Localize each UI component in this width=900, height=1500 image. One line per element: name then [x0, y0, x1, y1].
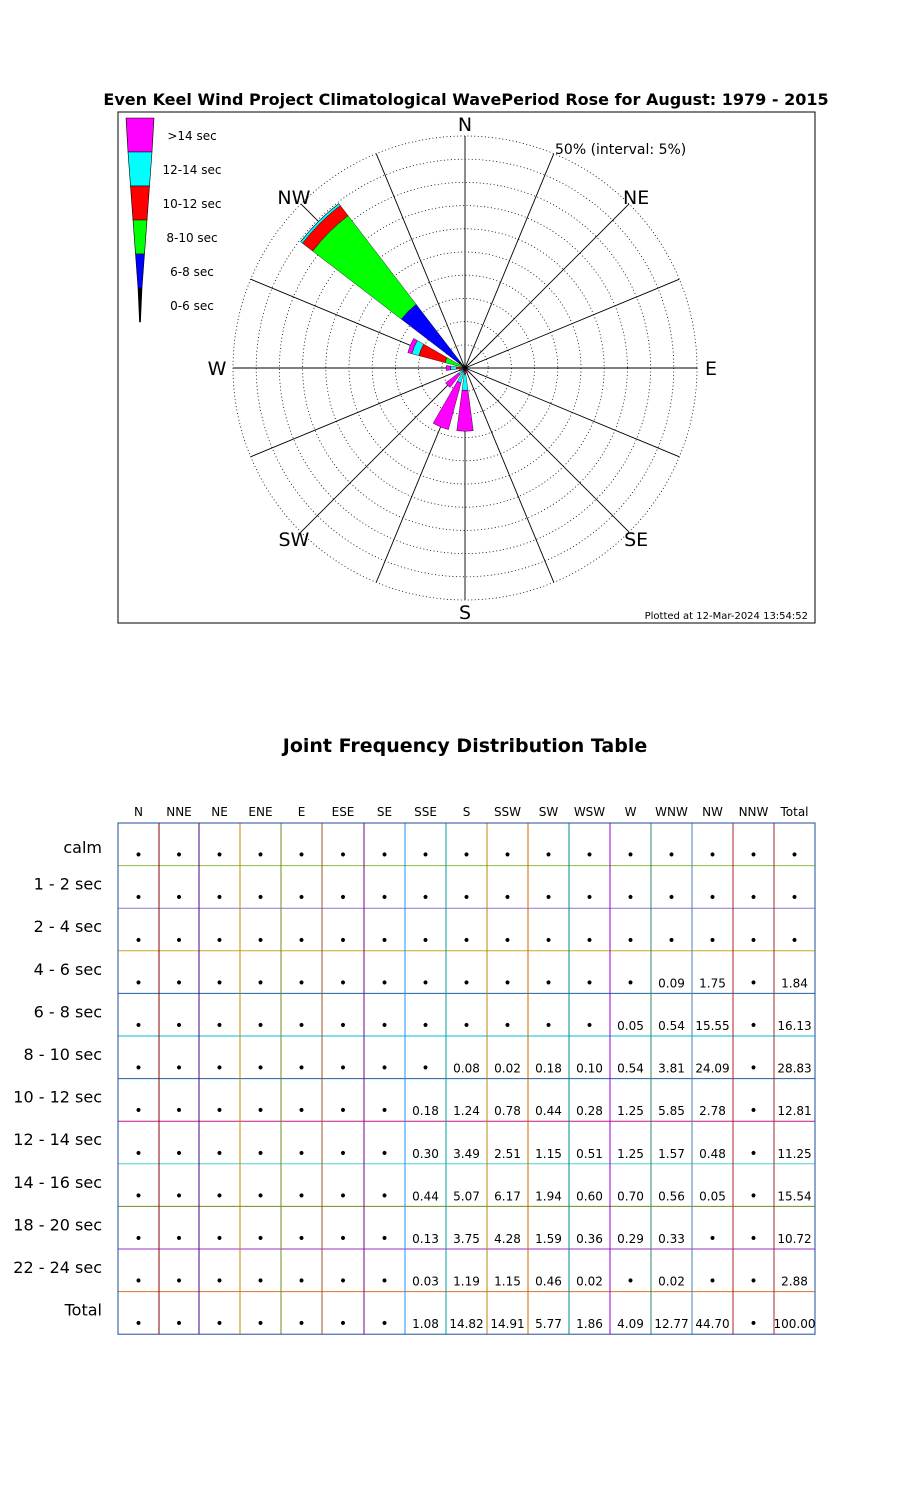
- table-cell: 1.86: [576, 1317, 603, 1332]
- table-cell: •: [134, 975, 143, 992]
- table-cell: •: [338, 890, 348, 907]
- table-cell: •: [134, 932, 143, 949]
- table-cell: •: [174, 1018, 184, 1034]
- table-cell: •: [421, 975, 430, 992]
- table-cell: •: [503, 932, 512, 949]
- table-cell: •: [256, 1103, 265, 1120]
- table-cells: [134, 848, 815, 1333]
- row-label: 6 - 8 sec: [33, 1002, 102, 1022]
- table-cell: •: [134, 847, 143, 864]
- table-cell: 0.13: [412, 1232, 439, 1246]
- table-cell: 15.54: [777, 1189, 812, 1204]
- plotted-timestamp: Plotted at 12-Mar-2024 13:54:52: [644, 611, 808, 622]
- table-cell: •: [380, 1018, 389, 1034]
- table-cell: •: [667, 932, 676, 949]
- table-cell: •: [708, 932, 717, 949]
- table-cell: •: [297, 975, 306, 992]
- table-cell: •: [297, 1188, 306, 1205]
- column-header-ENE: ENE: [248, 805, 273, 819]
- table-cell: •: [256, 1145, 265, 1162]
- table-cell: •: [256, 1018, 265, 1034]
- table-cell: •: [174, 890, 184, 907]
- table-cell: 1.84: [781, 976, 808, 991]
- table-cell: 1.94: [535, 1189, 562, 1204]
- table-cell: 11.25: [777, 1146, 812, 1161]
- table-cell: 1.15: [494, 1274, 521, 1289]
- table-cell: 15.55: [695, 1019, 730, 1033]
- table-cell: 5.85: [658, 1104, 685, 1119]
- table-cell: 3.49: [453, 1146, 480, 1161]
- table-cell: •: [134, 890, 143, 907]
- table-cell: •: [462, 847, 471, 864]
- compass-label-NW: NW: [277, 186, 311, 209]
- table-cell: 0.60: [576, 1189, 603, 1204]
- column-header-NNW: NNW: [738, 805, 769, 819]
- table-cell: •: [338, 1273, 348, 1290]
- table-cell: •: [380, 1188, 389, 1205]
- table-cell: 0.33: [658, 1232, 685, 1246]
- table-cell: •: [215, 1316, 224, 1333]
- table-cell: •: [585, 847, 594, 864]
- table-cell: •: [256, 975, 265, 992]
- table-cell: •: [134, 1188, 143, 1205]
- row-label: 1 - 2 sec: [33, 874, 102, 894]
- table-cell: 3.75: [453, 1232, 480, 1246]
- table-cell: •: [380, 890, 389, 907]
- table-cell: 0.44: [412, 1189, 439, 1204]
- table-cell: •: [174, 1188, 184, 1205]
- table-cell: •: [380, 932, 389, 949]
- table-cell: •: [708, 890, 717, 907]
- table-cell: •: [215, 1018, 224, 1034]
- table-cell: •: [421, 890, 430, 907]
- column-header-NW: NW: [702, 805, 723, 819]
- table-cell: •: [134, 1231, 143, 1247]
- table-cell: •: [174, 1231, 184, 1247]
- column-header-Total: Total: [780, 805, 809, 819]
- table-cell: •: [134, 1018, 143, 1034]
- table-cell: 100.00: [773, 1317, 816, 1332]
- table-cell: •: [256, 1060, 265, 1077]
- table-cell: •: [708, 1231, 717, 1247]
- table-cell: 0.54: [617, 1061, 644, 1076]
- table-cell: 4.28: [494, 1232, 521, 1246]
- table-cell: •: [421, 1018, 430, 1034]
- table-cell: •: [462, 890, 471, 907]
- table-cell: •: [749, 1316, 758, 1333]
- table-cell: 5.07: [453, 1189, 480, 1204]
- table-cell: •: [215, 975, 224, 992]
- legend-label-4: 6-8 sec: [170, 265, 214, 279]
- table-cell: 28.83: [777, 1061, 812, 1076]
- table-cell: •: [421, 1060, 430, 1077]
- table-cell: •: [174, 1103, 184, 1120]
- table-cell: •: [338, 1316, 348, 1333]
- table-cell: •: [338, 1145, 348, 1162]
- table-cell: •: [749, 932, 758, 949]
- table-cell: •: [297, 847, 306, 864]
- table-cell: 0.05: [617, 1019, 644, 1033]
- table-cell: •: [462, 932, 471, 949]
- table-cell: •: [503, 890, 512, 907]
- table-cell: •: [749, 1231, 758, 1247]
- table-cell: •: [174, 1145, 184, 1162]
- table-cell: 2.88: [781, 1274, 808, 1289]
- table-cell: 0.48: [699, 1146, 726, 1161]
- table-cell: 5.77: [535, 1317, 562, 1332]
- table-cell: •: [338, 975, 348, 992]
- table-cell: 1.08: [412, 1317, 439, 1332]
- table-cell: •: [749, 1188, 758, 1205]
- table-cell: •: [749, 1018, 758, 1034]
- legend-label-3: 8-10 sec: [166, 231, 218, 245]
- table-cell: •: [297, 890, 306, 907]
- table-cell: •: [297, 1273, 306, 1290]
- table-cell: 6.17: [494, 1189, 521, 1204]
- table-cell: 1.25: [617, 1104, 644, 1119]
- table-cell: •: [297, 1316, 306, 1333]
- table-cell: 1.15: [535, 1146, 562, 1161]
- table-cell: •: [544, 847, 553, 864]
- table-cell: 4.09: [617, 1317, 644, 1332]
- row-label: calm: [63, 838, 102, 857]
- table-column-headers: [134, 805, 809, 819]
- table-cell: •: [174, 1316, 184, 1333]
- table-cell: •: [338, 1231, 348, 1247]
- table-cell: •: [626, 932, 635, 949]
- table-cell: •: [174, 932, 184, 949]
- table-cell: •: [585, 1018, 594, 1034]
- row-label: 4 - 6 sec: [33, 959, 102, 979]
- table-cell: •: [626, 1273, 635, 1290]
- table-cell: •: [297, 1231, 306, 1247]
- table-cell: •: [256, 1316, 265, 1333]
- legend-label-5: 0-6 sec: [170, 299, 214, 313]
- table-cell: •: [667, 890, 676, 907]
- table-cell: 0.28: [576, 1104, 603, 1119]
- table-cell: •: [585, 975, 594, 992]
- table-cell: •: [174, 1273, 184, 1290]
- table-cell: 0.56: [658, 1189, 685, 1204]
- table-cell: •: [215, 1145, 224, 1162]
- table-cell: •: [749, 1145, 758, 1162]
- table-cell: •: [174, 847, 184, 864]
- table-cell: •: [215, 1188, 224, 1205]
- table-cell: 0.08: [453, 1061, 480, 1076]
- table-cell: •: [256, 1273, 265, 1290]
- table-cell: •: [749, 1273, 758, 1290]
- table-cell: 0.54: [658, 1019, 685, 1033]
- table-cell: •: [380, 1273, 389, 1290]
- table-cell: 0.46: [535, 1274, 562, 1289]
- column-header-SSE: SSE: [414, 805, 437, 819]
- table-cell: •: [421, 932, 430, 949]
- column-header-SW: SW: [538, 805, 559, 819]
- table-cell: 0.44: [535, 1104, 562, 1119]
- table-cell: 0.36: [576, 1232, 603, 1246]
- table-cell: 3.81: [658, 1061, 685, 1076]
- table-cell: •: [174, 1060, 184, 1077]
- table-cell: •: [585, 890, 594, 907]
- table-cell: •: [134, 1060, 143, 1077]
- table-cell: 0.03: [412, 1274, 439, 1289]
- column-header-NNE: NNE: [166, 805, 192, 819]
- table-cell: •: [215, 847, 224, 864]
- table-cell: •: [380, 847, 389, 864]
- table-cell: •: [626, 975, 635, 992]
- compass-label-SE: SE: [624, 529, 649, 552]
- table-cell: 2.51: [494, 1146, 521, 1161]
- radial-scale-label: 50% (interval: 5%): [555, 142, 687, 158]
- table-cell: 14.82: [449, 1317, 484, 1332]
- table-cell: 0.18: [412, 1104, 439, 1119]
- table-cell: •: [544, 932, 553, 949]
- table-cell: •: [380, 1145, 389, 1162]
- table-cell: •: [338, 932, 348, 949]
- column-header-E: E: [297, 805, 306, 819]
- table-cell: •: [134, 1103, 143, 1120]
- table-cell: 12.81: [777, 1104, 812, 1119]
- table-cell: •: [380, 1060, 389, 1077]
- table-cell: 1.59: [535, 1232, 562, 1246]
- column-header-SE: SE: [376, 805, 393, 819]
- table-cell: •: [544, 890, 553, 907]
- table-cell: 10.72: [777, 1232, 812, 1246]
- table-cell: •: [503, 1018, 512, 1034]
- table-cell: •: [215, 932, 224, 949]
- column-header-NE: NE: [211, 805, 228, 819]
- table-cell: •: [380, 1316, 389, 1333]
- table-cell: 0.51: [576, 1146, 603, 1161]
- column-header-SSW: SSW: [493, 805, 522, 819]
- row-label: 2 - 4 sec: [33, 917, 102, 937]
- table-cell: 0.05: [699, 1189, 726, 1204]
- table-cell: •: [338, 847, 348, 864]
- table-cell: •: [256, 1231, 265, 1247]
- table-cell: •: [708, 847, 717, 864]
- table-cell: 1.24: [453, 1104, 480, 1119]
- table-cell: •: [215, 1231, 224, 1247]
- table-cell: •: [134, 1316, 143, 1333]
- column-header-ESE: ESE: [331, 805, 355, 819]
- table-cell: 1.75: [699, 976, 726, 991]
- table-cell: •: [749, 975, 758, 992]
- chart-title: Even Keel Wind Project Climatological WavePeriod Rose for August: 1979 - 2015: [103, 90, 829, 109]
- column-header-WNW: WNW: [655, 805, 688, 819]
- compass-label-S: S: [458, 602, 472, 624]
- table-cell: 1.19: [453, 1274, 480, 1289]
- table-cell: •: [790, 890, 799, 907]
- table-cell: •: [749, 1060, 758, 1077]
- table-cell: 2.78: [699, 1104, 726, 1119]
- table-cell: •: [667, 847, 676, 864]
- row-label: 10 - 12 sec: [13, 1087, 102, 1107]
- table-cell: •: [790, 847, 799, 864]
- table-cell: •: [708, 1273, 717, 1290]
- row-label: 18 - 20 sec: [13, 1215, 102, 1235]
- table-cell: 0.18: [535, 1061, 562, 1076]
- table-cell: 16.13: [777, 1019, 812, 1033]
- row-label: 12 - 14 sec: [13, 1130, 102, 1150]
- table-cell: •: [256, 1188, 265, 1205]
- legend-label-2: 10-12 sec: [162, 197, 222, 211]
- table-title: Joint Frequency Distribution Table: [282, 735, 648, 757]
- table-cell: 0.02: [576, 1274, 603, 1289]
- table-cell: 0.09: [658, 976, 685, 991]
- table-cell: •: [626, 890, 635, 907]
- compass-label-W: W: [207, 358, 227, 380]
- table-cell: •: [380, 1103, 389, 1120]
- table-cell: •: [134, 1145, 143, 1162]
- compass-label-E: E: [704, 358, 718, 380]
- table-cell: •: [338, 1018, 348, 1034]
- table-cell: 0.70: [617, 1189, 644, 1204]
- table-cell: 0.30: [412, 1146, 439, 1161]
- table-cell: •: [749, 890, 758, 907]
- table-cell: 1.25: [617, 1146, 644, 1161]
- table-cell: •: [256, 890, 265, 907]
- table-cell: 0.02: [494, 1061, 521, 1076]
- table-cell: •: [297, 1103, 306, 1120]
- table-cell: •: [503, 975, 512, 992]
- table-cell: •: [585, 932, 594, 949]
- row-label: Total: [64, 1300, 102, 1320]
- table-cell: 12.77: [654, 1317, 689, 1332]
- row-label: 8 - 10 sec: [23, 1045, 102, 1064]
- table-cell: •: [544, 975, 553, 992]
- table-cell: •: [503, 847, 512, 864]
- table-cell: •: [338, 1060, 348, 1077]
- table-cell: •: [380, 1231, 389, 1247]
- table-cell: •: [626, 847, 635, 864]
- row-label: 14 - 16 sec: [13, 1172, 102, 1192]
- table-cell: 0.02: [658, 1274, 685, 1289]
- table-cell: •: [297, 932, 306, 949]
- table-cell: •: [338, 1103, 348, 1120]
- table-cell: •: [462, 975, 471, 992]
- table-cell: 44.70: [695, 1317, 730, 1332]
- table-cell: •: [749, 847, 758, 864]
- table-row-labels: [13, 838, 102, 1320]
- table-cell: •: [790, 932, 799, 949]
- table-cell: •: [380, 975, 389, 992]
- table-cell: 14.91: [490, 1317, 525, 1332]
- table-cell: •: [215, 890, 224, 907]
- column-header-W: W: [624, 805, 637, 819]
- legend-label-1: 12-14 sec: [162, 163, 222, 177]
- compass-label-SW: SW: [278, 529, 310, 552]
- table-cell: •: [134, 1273, 143, 1290]
- table-cell: 0.78: [494, 1104, 521, 1119]
- table-cell: •: [215, 1273, 224, 1290]
- row-label: 22 - 24 sec: [13, 1258, 102, 1277]
- table-cell: 0.10: [576, 1061, 603, 1076]
- column-header-N: N: [134, 805, 143, 819]
- column-header-WSW: WSW: [573, 805, 606, 819]
- table-cell: •: [749, 1103, 758, 1120]
- table-cell: •: [297, 1145, 306, 1162]
- table-cell: •: [421, 847, 430, 864]
- table-cell: 0.29: [617, 1232, 644, 1246]
- table-cell: •: [215, 1060, 224, 1077]
- compass-label-N: N: [457, 114, 473, 136]
- compass-label-NE: NE: [623, 186, 650, 209]
- table-cell: •: [297, 1060, 306, 1077]
- legend-label-0: >14 sec: [167, 129, 217, 143]
- table-cell: •: [338, 1188, 348, 1205]
- table-cell: 1.57: [658, 1146, 685, 1161]
- table-cell: •: [462, 1018, 471, 1034]
- table-cell: •: [297, 1018, 306, 1034]
- table-cell: •: [215, 1103, 224, 1120]
- table-cell: •: [256, 847, 265, 864]
- table-cell: 24.09: [695, 1061, 730, 1076]
- table-cell: •: [544, 1018, 553, 1034]
- column-header-S: S: [462, 805, 471, 819]
- table-cell: •: [174, 975, 184, 992]
- table-cell: •: [256, 932, 265, 949]
